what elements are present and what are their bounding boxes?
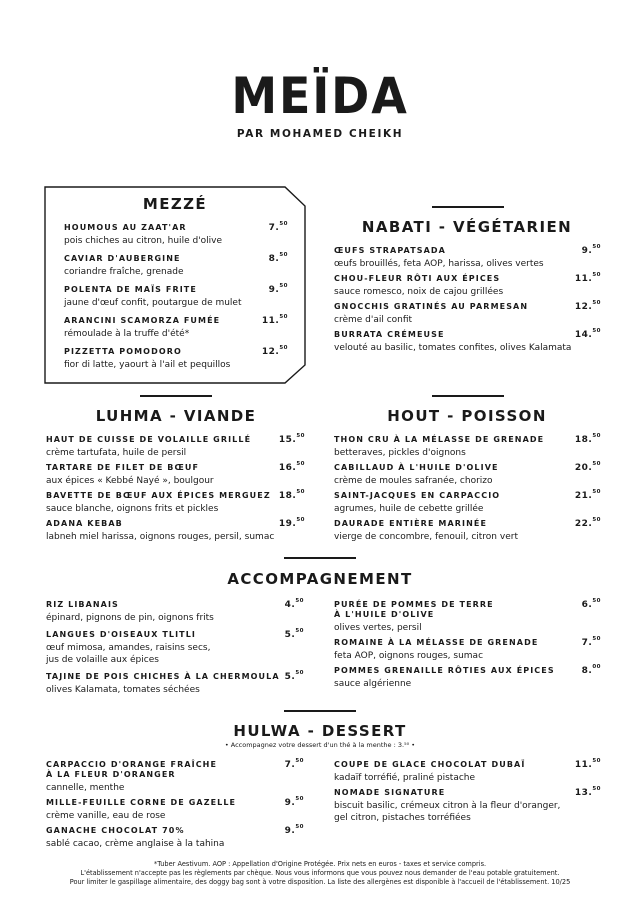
item-price: [582, 598, 601, 610]
item-price: [279, 489, 305, 501]
menu-item: [46, 600, 304, 624]
menu-item: [64, 285, 288, 309]
item-name: TAJINE DE POIS CHICHES À LA CHERMOULA: [46, 672, 280, 681]
item-price: [575, 328, 601, 340]
price-cents: 50: [295, 796, 304, 802]
price-main: 15.: [278, 435, 297, 445]
item-description: jaune d'œuf confit, poutargue de mulet: [64, 298, 242, 308]
item-price: [285, 628, 304, 640]
price-cents: 50: [592, 272, 601, 278]
item-name: HOUMOUS AU ZAAT'AR: [64, 223, 187, 232]
item-name: ADANA KEBAB: [46, 519, 123, 528]
item-name: BAVETTE DE BŒUF AUX ÉPICES MERGUEZ: [46, 491, 271, 500]
item-price: [582, 244, 601, 256]
price-main: 9.: [284, 798, 296, 808]
price-main: 7.: [581, 638, 593, 648]
item-price: [285, 824, 304, 836]
item-description: kadaïf torréfié, praliné pistache: [334, 773, 476, 783]
item-description: épinard, pignons de pin, oignons frits: [46, 613, 214, 623]
item-name: BURRATA CRÉMEUSE: [334, 330, 445, 339]
price-main: 22.: [574, 519, 593, 529]
item-name: CARPACCIO D'ORANGE FRAÎCHE: [46, 760, 218, 769]
price-main: 8.: [268, 254, 280, 264]
footer-line-2: L'établissement n'accepte pas les règlements par chèque. Nous vous informons que vous pouvez nous demander de l'eau potable gratuitement.: [80, 869, 560, 877]
item-description: coriandre fraîche, grenade: [64, 267, 184, 277]
item-price: [285, 796, 304, 808]
price-main: 9.: [581, 246, 593, 256]
menu-item: [334, 435, 601, 459]
item-price: [575, 517, 601, 529]
item-price: [279, 517, 305, 529]
item-description: sauce romesco, noix de cajou grillées: [334, 287, 504, 297]
item-name: ROMAINE À LA MÉLASSE DE GRENADE: [334, 638, 539, 647]
price-cents: 50: [295, 598, 304, 604]
item-price: [285, 670, 304, 682]
menu-item: [334, 302, 601, 326]
price-cents: 50: [295, 824, 304, 830]
price-main: 5.: [284, 630, 296, 640]
menu-item: [334, 274, 601, 298]
price-main: 9.: [268, 285, 280, 295]
item-name: NOMADE SIGNATURE: [334, 788, 446, 797]
price-cents: 50: [592, 758, 601, 764]
price-cents: 50: [295, 758, 304, 764]
item-name: MILLE-FEUILLE CORNE DE GAZELLE: [46, 798, 237, 807]
item-name: CABILLAUD À L'HUILE D'OLIVE: [334, 463, 499, 472]
item-name: SAINT-JACQUES EN CARPACCIO: [334, 491, 501, 500]
price-main: 6.: [581, 600, 593, 610]
item-description: rémoulade à la truffe d'été*: [64, 329, 190, 339]
item-description: agrumes, huile de cebette grillée: [334, 504, 484, 514]
item-description-line-2: gel citron, pistaches torréfiées: [334, 813, 471, 823]
section-title-accomp: ACCOMPAGNEMENT: [227, 570, 413, 588]
item-price: [575, 300, 601, 312]
price-main: 7.: [268, 223, 280, 233]
item-description: fior di latte, yaourt à l'ail et pequillos: [64, 360, 231, 370]
menu-item: [64, 223, 288, 247]
item-name: DAURADE ENTIÈRE MARINÉE: [334, 519, 488, 528]
restaurant-logo: MEÏDA: [231, 67, 409, 125]
menu-item: [334, 666, 601, 690]
item-price: [575, 489, 601, 501]
item-price: [279, 461, 305, 473]
item-name: GANACHE CHOCOLAT 70%: [46, 826, 185, 835]
section-title-luhma: LUHMA - VIANDE: [95, 407, 257, 425]
section-rule-accomp: [284, 557, 356, 559]
item-description: biscuit basilic, crémeux citron à la fleur d'oranger,: [334, 801, 561, 811]
item-description: vierge de concombre, fenouil, citron vert: [334, 532, 518, 542]
price-cents: 50: [279, 345, 288, 351]
price-main: 12.: [261, 347, 280, 357]
item-name: POLENTA DE MAÏS FRITE: [64, 285, 197, 294]
menu-item: [334, 330, 601, 354]
price-main: 11.: [574, 274, 593, 284]
item-description: olives Kalamata, tomates séchées: [46, 685, 200, 695]
price-main: 12.: [574, 302, 593, 312]
item-price: [285, 598, 304, 610]
price-main: 19.: [278, 519, 297, 529]
item-price: [269, 283, 288, 295]
menu-item: [46, 519, 305, 543]
item-name: THON CRU À LA MÉLASSE DE GRENADE: [334, 435, 545, 444]
item-description: pois chiches au citron, huile d'olive: [64, 236, 223, 246]
section-title-nabati: NABATI - VÉGÉTARIEN: [361, 218, 573, 236]
price-main: 16.: [278, 463, 297, 473]
item-price: [575, 758, 601, 770]
item-description: cannelle, menthe: [46, 783, 125, 793]
price-cents: 50: [279, 221, 288, 227]
menu-item: [334, 519, 601, 543]
item-description: œufs brouillés, feta AOP, harissa, olives vertes: [334, 259, 544, 269]
item-description: crème de moules safranée, chorizo: [334, 476, 493, 486]
item-price: [575, 272, 601, 284]
price-main: 9.: [284, 826, 296, 836]
item-description: crème vanille, eau de rose: [46, 811, 166, 821]
menu-item: [46, 630, 304, 666]
price-main: 21.: [574, 491, 593, 501]
item-price: [262, 314, 288, 326]
item-description: aux épices « Kebbé Nayé », boulgour: [46, 476, 214, 486]
price-main: 11.: [574, 760, 593, 770]
item-price: [575, 461, 601, 473]
footer: [0, 860, 640, 887]
price-cents: 50: [592, 461, 601, 467]
menu-item: [334, 463, 601, 487]
section-rule-nabati: [432, 206, 504, 208]
price-main: 18.: [574, 435, 593, 445]
menu-item: [64, 347, 288, 371]
price-cents: 50: [592, 636, 601, 642]
menu-item: [334, 491, 601, 515]
item-price: [582, 664, 601, 676]
item-description: sablé cacao, crème anglaise à la tahina: [46, 839, 225, 849]
item-price: [269, 221, 288, 233]
item-name: LANGUES D'OISEAUX TLITLI: [46, 630, 197, 639]
price-cents: 50: [296, 461, 305, 467]
item-price: [269, 252, 288, 264]
price-main: 5.: [284, 672, 296, 682]
item-description: crème d'ail confit: [334, 315, 413, 325]
menu-item: [46, 491, 305, 515]
item-name: POMMES GRENAILLE RÔTIES AUX ÉPICES: [334, 666, 555, 675]
item-name: ŒUFS STRAPATSADA: [334, 246, 446, 255]
price-cents: 50: [592, 433, 601, 439]
price-cents: 50: [295, 628, 304, 634]
price-cents: 50: [592, 244, 601, 250]
price-cents: 50: [592, 517, 601, 523]
price-main: 11.: [261, 316, 280, 326]
price-main: 18.: [278, 491, 297, 501]
item-description: labneh miel harissa, oignons rouges, persil, sumac: [46, 532, 275, 542]
item-price: [262, 345, 288, 357]
item-name: GNOCCHIS GRATINÉS AU PARMESAN: [334, 302, 529, 311]
price-cents: 50: [279, 252, 288, 258]
item-price: [285, 758, 304, 770]
item-description: œuf mimosa, amandes, raisins secs,: [46, 643, 211, 653]
item-price: [575, 786, 601, 798]
item-description: betteraves, pickles d'oignons: [334, 448, 466, 458]
item-description: feta AOP, oignons rouges, sumac: [334, 651, 484, 661]
menu-item: [46, 435, 305, 459]
section-title-mezze: MEZZÉ: [142, 195, 208, 213]
footer-line-1: *Tuber Aestivum. AOP : Appellation d'Origine Protégée. Prix nets en euros - taxes et service compris.: [153, 860, 487, 868]
price-cents: 50: [592, 300, 601, 306]
item-price: [279, 433, 305, 445]
dessert-tea-note: • Accompagnez votre dessert d'un thé à la menthe : 3.⁵⁰ •: [224, 741, 416, 749]
item-name: PURÉE DE POMMES DE TERRE: [334, 600, 494, 609]
price-main: 4.: [284, 600, 296, 610]
menu-item: [46, 826, 304, 850]
price-main: 13.: [574, 788, 593, 798]
item-description: velouté au basilic, tomates confites, olives Kalamata: [334, 343, 572, 353]
section-title-hulwa: HULWA - DESSERT: [233, 722, 407, 740]
menu-item: [64, 254, 288, 278]
section-title-hout: HOUT - POISSON: [387, 407, 547, 425]
price-main: 8.: [581, 666, 593, 676]
item-description: sauce blanche, oignons frits et pickles: [46, 504, 219, 514]
item-description: olives vertes, persil: [334, 623, 422, 633]
restaurant-subtitle: PAR MOHAMED CHEIKH: [236, 128, 404, 140]
price-main: 14.: [574, 330, 593, 340]
price-main: 20.: [574, 463, 593, 473]
item-description: sauce algérienne: [334, 679, 412, 689]
menu-item: [334, 600, 601, 634]
price-cents: 50: [296, 433, 305, 439]
menu-item: [46, 798, 304, 822]
section-rule-luhma: [140, 395, 212, 397]
item-description: crème tartufata, huile de persil: [46, 448, 187, 458]
price-cents: 50: [592, 598, 601, 604]
menu-item: [334, 246, 601, 270]
item-description-line-2: jus de volaille aux épices: [46, 655, 159, 665]
section-rule-hulwa: [284, 710, 356, 712]
menu-item: [64, 316, 288, 340]
item-name: CAVIAR D'AUBERGINE: [64, 254, 181, 263]
menu-item: [334, 788, 601, 824]
price-cents: 00: [592, 664, 601, 670]
menu-item: [334, 638, 601, 662]
price-cents: 50: [592, 328, 601, 334]
item-name-line-2: À L'HUILE D'OLIVE: [334, 610, 435, 619]
item-name: RIZ LIBANAIS: [46, 600, 119, 609]
item-name: COUPE DE GLACE CHOCOLAT DUBAÏ: [334, 760, 526, 769]
item-name-line-2: À LA FLEUR D'ORANGER: [46, 770, 176, 779]
price-cents: 50: [296, 489, 305, 495]
menu-item: [334, 760, 601, 784]
price-cents: 50: [592, 786, 601, 792]
price-cents: 50: [279, 314, 288, 320]
item-name: HAUT DE CUISSE DE VOLAILLE GRILLÉ: [46, 435, 252, 444]
item-name: TARTARE DE FILET DE BŒUF: [46, 463, 200, 472]
menu-item: [46, 672, 304, 696]
price-main: 7.: [284, 760, 296, 770]
footer-line-3: Pour limiter le gaspillage alimentaire, des doggy bag sont à votre disposition. La liste des allergènes est disponible à l'accueil de l'établissement. 10/25: [69, 878, 571, 886]
price-cents: 50: [295, 670, 304, 676]
price-cents: 50: [296, 517, 305, 523]
item-name: ARANCINI SCAMORZA FUMÉE: [64, 316, 221, 325]
price-cents: 50: [279, 283, 288, 289]
item-price: [575, 433, 601, 445]
item-name: CHOU-FLEUR RÔTI AUX ÉPICES: [334, 274, 501, 283]
section-rule-hout: [432, 395, 504, 397]
item-price: [582, 636, 601, 648]
menu-item: [46, 760, 304, 794]
price-cents: 50: [592, 489, 601, 495]
item-name: PIZZETTA POMODORO: [64, 347, 182, 356]
menu-item: [46, 463, 305, 487]
